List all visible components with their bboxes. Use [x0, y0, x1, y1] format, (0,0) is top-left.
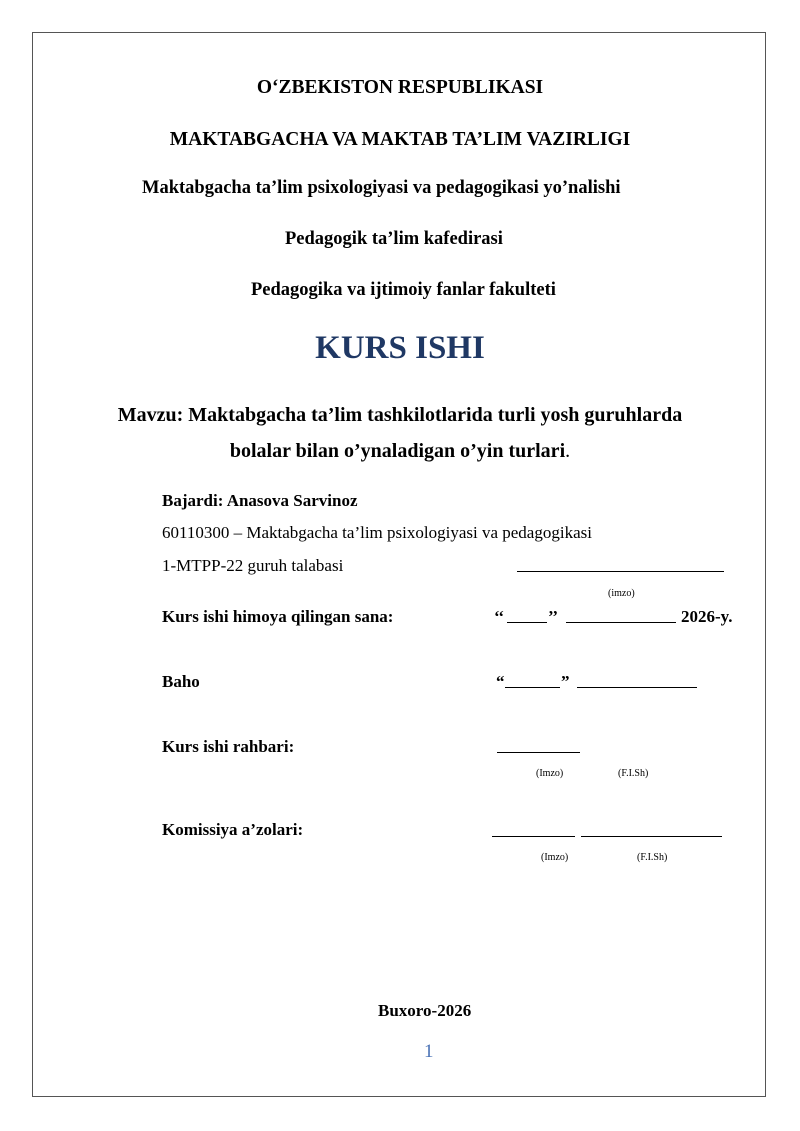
republic-heading: O‘ZBEKISTON RESPUBLIKASI: [256, 77, 544, 98]
topic-period: .: [565, 440, 571, 462]
defense-label: Kurs ishi himoya qilingan sana:: [162, 607, 394, 626]
department-heading: Pedagogik ta’lim kafedirasi: [285, 229, 503, 249]
supervisor-signature-line: [497, 752, 580, 753]
direction-heading: Maktabgacha ta’lim psixologiyasi va pedagogikasi yo’nalishi: [142, 178, 621, 198]
defense-open-quote: ‘‘: [494, 607, 505, 626]
grade-value-line: [505, 687, 560, 688]
grade-open-quote: “: [496, 672, 505, 691]
student-label: Bajardi:: [162, 491, 224, 510]
topic-line-1: Mavzu: Maktabgacha ta’lim tashkilotlarida turli yosh guruhlarda: [117, 404, 683, 426]
student-signature-caption: (imzo): [608, 588, 635, 599]
student-group: 1-MTPP-22 guruh talabasi: [162, 556, 344, 575]
grade-text-line: [577, 687, 697, 688]
supervisor-sign-caption: (Imzo): [536, 768, 564, 779]
student-signature-line: [517, 571, 724, 572]
defense-year: 2026-y.: [681, 607, 733, 626]
commission-label: Komissiya a’zolari:: [162, 820, 304, 839]
commission-name-caption: (F.I.Sh): [637, 852, 668, 863]
student-line: [162, 491, 358, 511]
supervisor-name-caption: (F.I.Sh): [618, 768, 649, 779]
defense-close-quote: ’’: [548, 607, 559, 626]
grade-close-quote: ”: [561, 672, 570, 691]
faculty-heading: Pedagogika va ijtimoiy fanlar fakulteti: [251, 280, 556, 300]
commission-name-line: [581, 836, 722, 837]
topic-line-2-text: bolalar bilan o’ynaladigan o’yin turlari: [229, 440, 566, 462]
defense-day-line: [507, 622, 547, 623]
ministry-heading: MAKTABGACHA VA MAKTAB TA’LIM VAZIRLIGI: [169, 129, 631, 150]
student-specialty: 60110300 – Maktabgacha ta’lim psixologiyasi va pedagogikasi: [162, 523, 592, 542]
defense-month-line: [566, 622, 676, 623]
supervisor-label: Kurs ishi rahbari:: [162, 737, 295, 756]
topic-line-2: [0, 440, 800, 463]
commission-signature-line: [492, 836, 575, 837]
student-name: Anasova Sarvinoz: [226, 491, 358, 510]
page-number: 1: [424, 1041, 434, 1062]
document-title: KURS ISHI: [315, 330, 485, 366]
commission-sign-caption: (Imzo): [541, 852, 569, 863]
city-year: Buxoro-2026: [378, 1001, 472, 1020]
grade-label: Baho: [162, 672, 200, 691]
